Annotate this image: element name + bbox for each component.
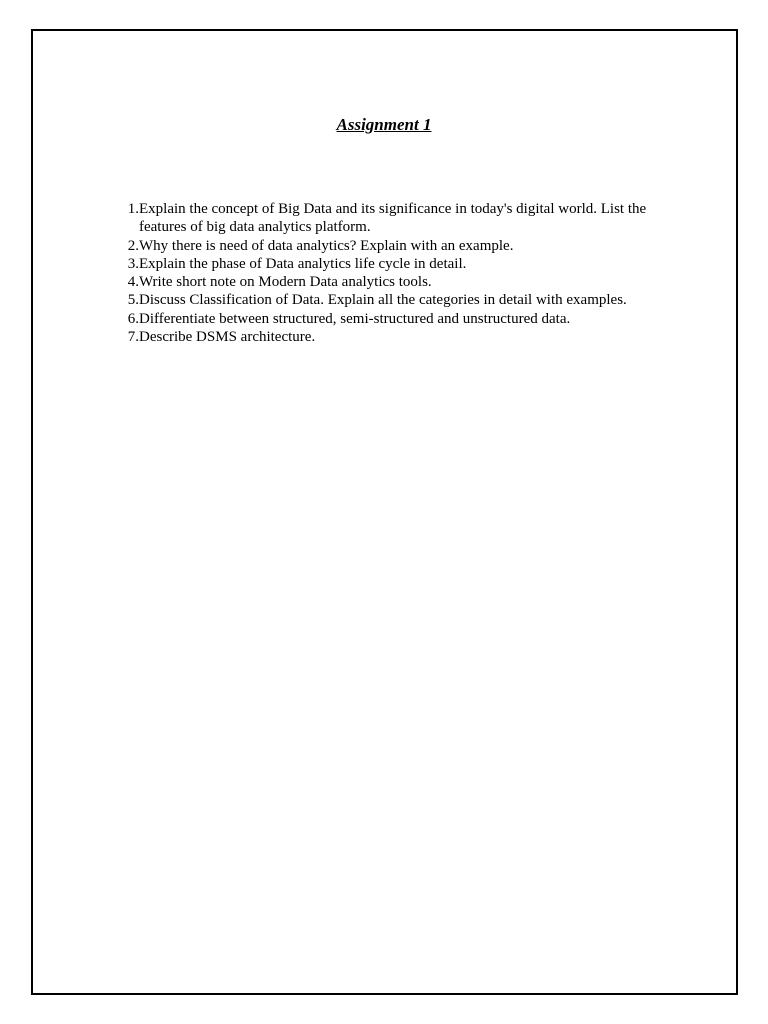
question-number: 3.: [127, 255, 139, 272]
question-number: 2.: [127, 237, 139, 254]
question-text: Explain the phase of Data analytics life cycle in detail.: [139, 255, 467, 272]
question-number: 7.: [127, 329, 139, 346]
question-number: 6.: [127, 310, 139, 327]
list-item: [103, 328, 673, 346]
question-text: Discuss Classification of Data. Explain all the categories in detail with examples.: [139, 292, 627, 309]
list-item: [103, 310, 673, 328]
page-border: [31, 29, 738, 995]
list-item: [103, 237, 673, 255]
list-item: [103, 291, 673, 309]
question-number: 5.: [127, 292, 139, 309]
page-title: Assignment 1: [336, 115, 432, 134]
question-number: 1.: [127, 201, 139, 217]
list-item: [103, 255, 673, 273]
question-list: [103, 200, 673, 346]
question-number: 4.: [127, 274, 139, 291]
question-text: Differentiate between structured, semi-structured and unstructured data.: [139, 310, 571, 327]
question-text: Describe DSMS architecture.: [139, 329, 316, 346]
question-text: Why there is need of data analytics? Explain with an example.: [139, 237, 514, 254]
list-item: [103, 273, 673, 291]
question-text: Write short note on Modern Data analytics tools.: [139, 274, 432, 291]
list-item: [103, 200, 673, 237]
question-text: Explain the concept of Big Data and its significance in today's digital world. List the features of big data analytics platform.: [139, 201, 647, 236]
